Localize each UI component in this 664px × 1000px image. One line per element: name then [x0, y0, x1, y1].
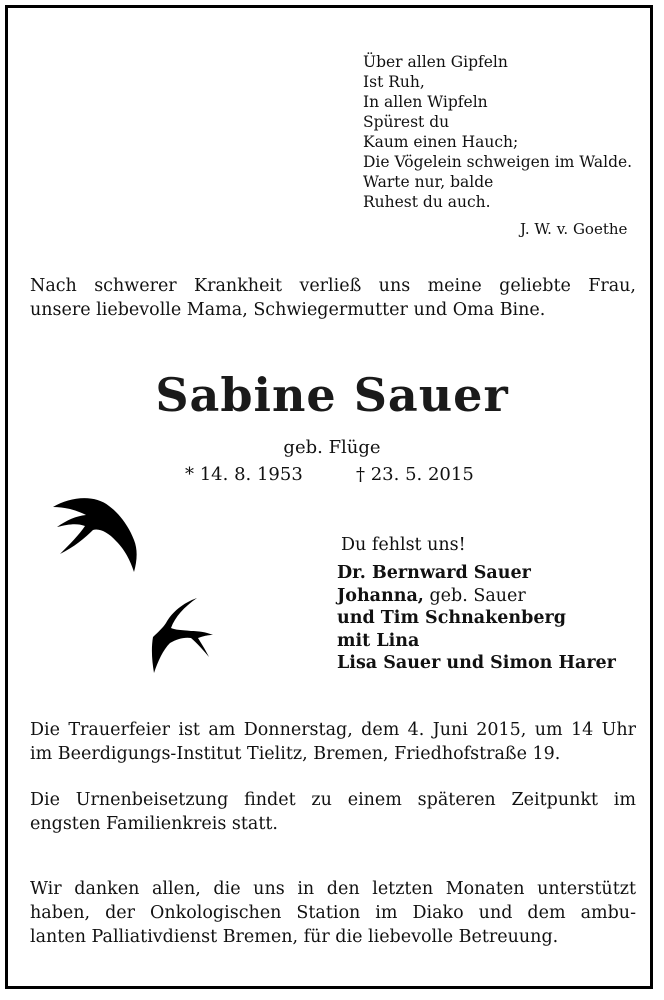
thanks-notice [30, 877, 636, 949]
swallow-icon [52, 494, 142, 574]
intro-text [30, 274, 636, 322]
urn-line: engsten Familienkreis statt. [30, 814, 278, 834]
mourners-list [337, 562, 616, 675]
intro-line: Nach schwerer Krankheit verließ uns meine geliebte Frau, [30, 276, 636, 296]
birth-name: geb. Flüge [283, 437, 381, 458]
deceased-name: Sabine Sauer [155, 368, 509, 422]
mourner-line: Lisa Sauer und Simon Harer [337, 653, 616, 673]
birth-date: * 14. 8. 1953 [185, 464, 303, 485]
mourner-line: Dr. Bernward Sauer [337, 563, 531, 583]
thanks-line: haben, der Onkologischen Station im Diako und dem ambu- [30, 903, 636, 923]
urn-line: Die Urnenbeisetzung findet zu einem späteren Zeitpunkt im [30, 790, 636, 810]
intro-line: unsere liebevolle Mama, Schwiegermutter und Oma Bine. [30, 300, 546, 320]
poem [363, 52, 632, 212]
death-date: † 23. 5. 2015 [356, 464, 474, 485]
thanks-line: lanten Palliativdienst Bremen, für die liebevolle Betreuung. [30, 927, 559, 947]
poem-line: Kaum einen Hauch; [363, 133, 519, 151]
funeral-line: Die Trauerfeier ist am Donnerstag, dem 4. Juni 2015, um 14 Uhr [30, 720, 636, 740]
thanks-line: Wir danken allen, die uns in den letzten Monaten unterstützt [30, 879, 636, 899]
mourners-heading: Du fehlst uns! [341, 535, 466, 555]
poem-line: In allen Wipfeln [363, 93, 488, 111]
funeral-notice [30, 718, 636, 766]
mourner-line: Johanna, [337, 585, 424, 606]
poem-author: J. W. v. Goethe [520, 220, 628, 238]
mourner-line: und Tim Schnakenberg [337, 608, 566, 628]
poem-line: Ruhest du auch. [363, 193, 491, 211]
poem-line: Spürest du [363, 113, 450, 131]
poem-line: Über allen Gipfeln [363, 53, 508, 71]
poem-line: Die Vögelein schweigen im Walde. [363, 153, 633, 171]
poem-line: Warte nur, balde [363, 173, 494, 191]
mourner-line: mit Lina [337, 630, 420, 651]
poem-line: Ist Ruh, [363, 73, 425, 91]
urn-notice [30, 788, 636, 836]
funeral-line: im Beerdigungs-Institut Tielitz, Bremen, Friedhofstraße 19. [30, 744, 561, 764]
swallow-icon [150, 597, 215, 675]
mourner-line-note: geb. Sauer [423, 585, 526, 606]
